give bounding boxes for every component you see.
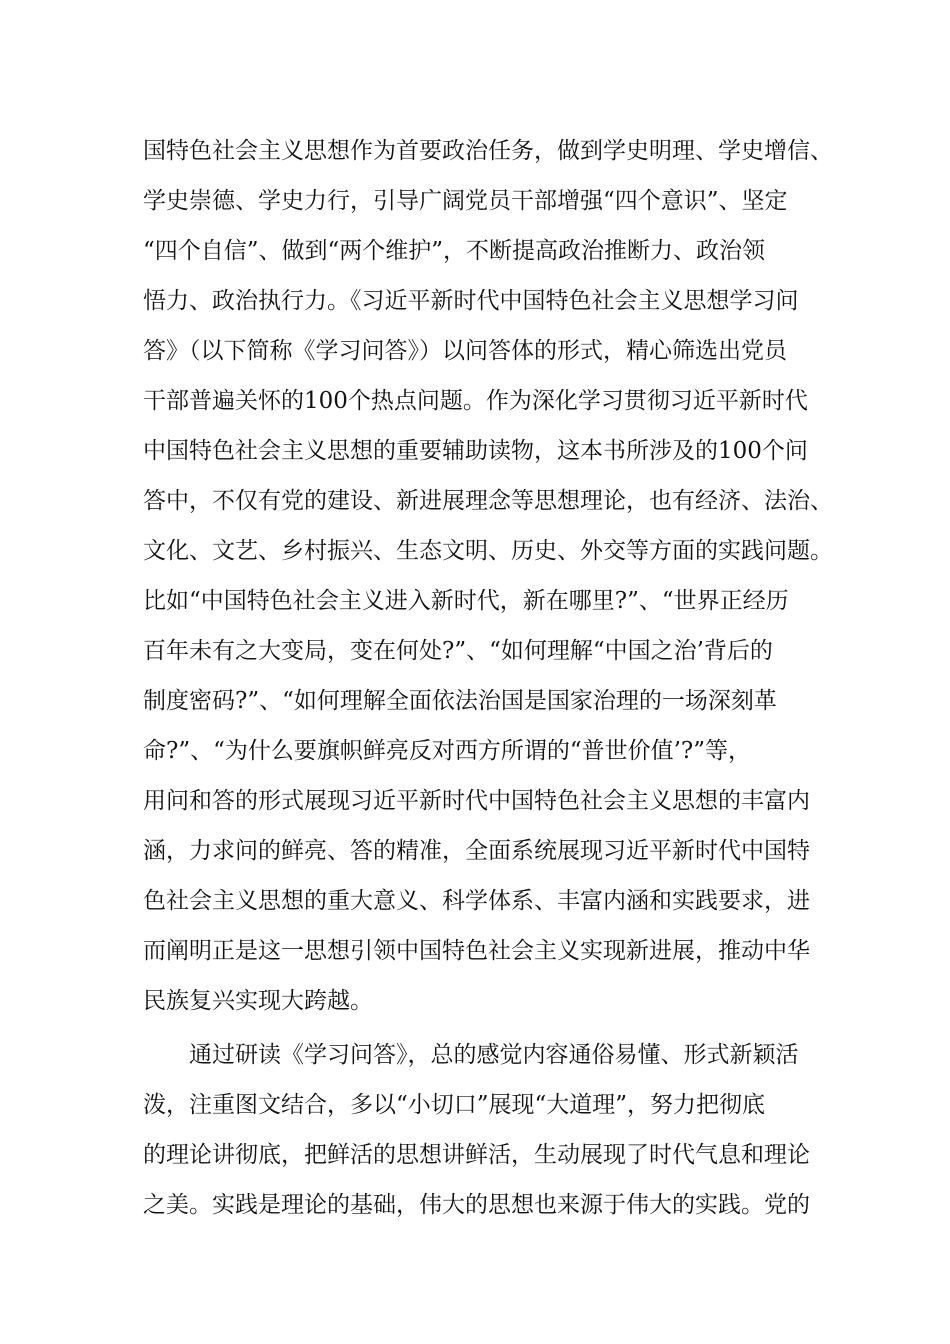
text-line: 通过研读《学习问答》，总的感觉内容通俗易懂、形式新颖活 xyxy=(189,1042,799,1068)
text-line: 制度密码?”、“如何理解全面依法治国是国家治理的一场深刻革 xyxy=(143,688,777,714)
text-line: 民族复兴实现大跨越。 xyxy=(143,988,373,1014)
text-line: 而阐明正是这一思想引领中国特色社会主义实现新进展，推动中华 xyxy=(143,938,810,964)
text-line: 国特色社会主义思想作为首要政治任务，做到学史明理、学史增信、 xyxy=(143,138,833,164)
text-line: 涵，力求问的鲜亮、答的精准，全面系统展现习近平新时代中国特 xyxy=(143,838,810,864)
text-line: 的理论讲彻底，把鲜活的思想讲鲜活，生动展现了时代气息和理论 xyxy=(143,1142,810,1168)
text-line: 命?”、“为什么要旗帜鲜亮反对西方所谓的“普世价值’?”等， xyxy=(143,738,752,764)
text-line: 中国特色社会主义思想的重要辅助读物，这本书所涉及的100个问 xyxy=(143,438,808,464)
text-line: 色社会主义思想的重大意义、科学体系、丰富内涵和实践要求，进 xyxy=(143,888,810,914)
text-line: 干部普遍关怀的100个热点问题。作为深化学习贯彻习近平新时代 xyxy=(143,388,808,414)
text-line: “四个自信”、做到“两个维护”，不断提高政治推断力、政治领 xyxy=(143,238,766,264)
text-line: 百年未有之大变局，变在何处?”、“如何理解“中国之治’背后的 xyxy=(143,638,773,664)
text-line: 泼，注重图文结合，多以“小切口”展现“大道理”，努力把彻底 xyxy=(143,1092,766,1118)
paragraph-2 xyxy=(143,1030,843,1230)
text-line: 文化、文艺、乡村振兴、生态文明、历史、外交等方面的实践问题。 xyxy=(143,538,833,564)
text-line: 比如“中国特色社会主义进入新时代，新在哪里?”、“世界正经历 xyxy=(143,588,789,614)
text-line: 用问和答的形式展现习近平新时代中国特色社会主义思想的丰富内 xyxy=(143,788,810,814)
text-line: 之美。实践是理论的基础，伟大的思想也来源于伟大的实践。党的 xyxy=(143,1192,810,1218)
text-line: 答中，不仅有党的建设、新进展理念等思想理论，也有经济、法治、 xyxy=(143,488,833,514)
text-line: 学史崇德、学史力行，引导广阔党员干部增强“四个意识”、坚定 xyxy=(143,188,788,214)
text-line: 悟力、政治执行力。《习近平新时代中国特色社会主义思想学习问 xyxy=(143,288,799,314)
text-line: 答》（以下简称《学习问答》）以问答体的形式，精心筛选出党员 xyxy=(143,338,787,364)
document-body xyxy=(143,126,843,1230)
paragraph-1 xyxy=(143,126,843,1026)
